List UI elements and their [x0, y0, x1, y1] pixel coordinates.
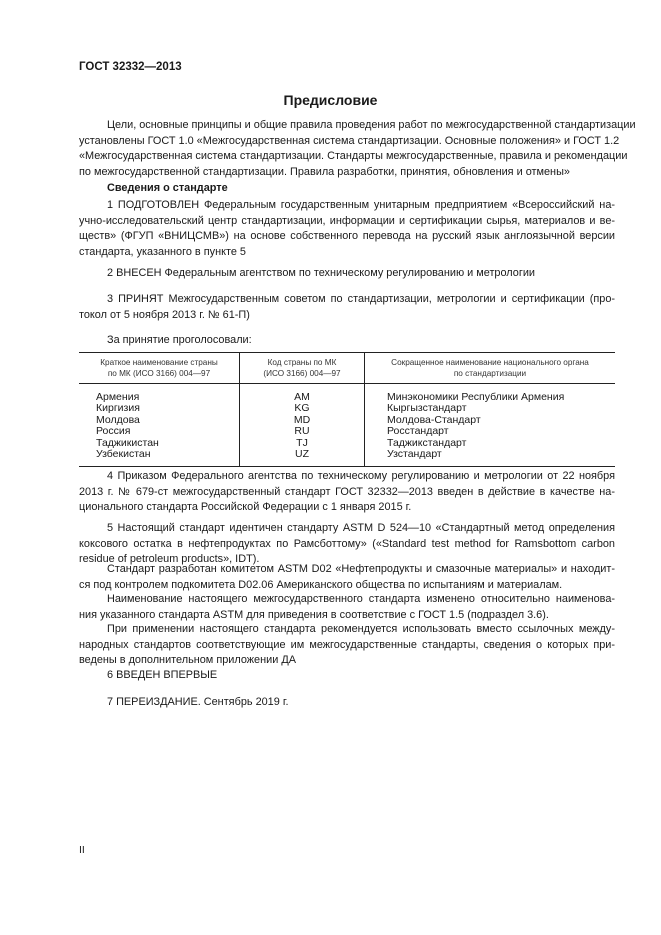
item-5-name-line: Наименование настоящего межгосударственного стандарта изменено относительно наименова-: [107, 593, 615, 605]
intro-paragraph: [79, 118, 636, 180]
item-1-line: ществ» (ФГУП «ВНИЦСМВ») на основе собственного перевода на русский язык англоязычной версии: [79, 230, 615, 242]
table-row: [79, 384, 615, 467]
item-3-line: 3 ПРИНЯТ Межгосударственным советом по стандартизации, метрологии и сертификации (про-: [107, 293, 615, 305]
country-codes-cell: [240, 384, 365, 467]
country-name: Россия: [96, 425, 131, 438]
table-header-row: [79, 353, 615, 384]
item-7-paragraph: 7 ПЕРЕИЗДАНИЕ. Сентябрь 2019 г.: [107, 696, 289, 708]
section-heading: Сведения о стандарте: [107, 182, 228, 194]
header-national-body: Сокращенное наименование национального органа по стандартизации: [365, 353, 616, 384]
header-country-code: Код страны по МК (ИСО 3166) 004—97: [240, 353, 365, 384]
country-name: Молдова: [96, 413, 140, 426]
item-1-line: 1 ПОДГОТОВЛЕН Федеральным государственным унитарным предприятием «Всероссийский на-: [107, 199, 615, 211]
item-1-paragraph: [79, 198, 615, 260]
item-4-paragraph: [79, 469, 615, 516]
item-6-paragraph: 6 ВВЕДЕН ВПЕРВЫЕ: [107, 669, 218, 681]
header-country-name: Краткое наименование страны по МК (ИСО 3166) 004—97: [79, 353, 240, 384]
country-code: KG: [294, 402, 310, 415]
item-1-line: учно-исследовательский центр стандартизации, информации и сертификации сырья, материалов и ве-: [79, 214, 615, 227]
item-5-references-line: народных стандартов соответствующие им межгосударственные стандарты, сведения о которых при-: [79, 638, 615, 651]
item-5-references-paragraph: [79, 622, 615, 669]
item-1-line: стандарта, указанного в пункте 5: [79, 245, 246, 258]
item-5-committee-paragraph: [79, 562, 615, 593]
country-name: Армения: [96, 391, 140, 403]
item-5-line: коксового остатка в нефтепродуктах по Рамсботтому» («Standard test method for Ramsbottom carbon: [79, 537, 615, 550]
intro-line: по межгосударственной стандартизации. Правила разработки, принятия, обновления и отмены»: [79, 165, 570, 178]
item-5-committee-line: Стандарт разработан комитетом ASTM D02 «Нефтепродукты и смазочные материалы» и находит-: [107, 563, 615, 575]
national-body: Узстандарт: [387, 448, 442, 461]
item-3-line: токол от 5 ноября 2013 г. № 61-П): [79, 308, 250, 321]
item-4-line: 2013 г. № 679-ст межгосударственный стандарт ГОСТ 32332—2013 введен в действие в качестве на-: [79, 485, 615, 498]
national-body: Кыргызстандарт: [387, 402, 467, 415]
country-names-cell: [79, 384, 240, 467]
item-5-committee-line: ся под контролем подкомитета D02.06 Американского общества по испытаниям и материалам.: [79, 578, 563, 591]
country-code: AM: [294, 391, 310, 403]
item-4-line: 4 Приказом Федерального агентства по техническому регулированию и метрологии от 22 ноября: [107, 470, 615, 482]
item-5-paragraph: [79, 521, 615, 568]
page-title: Предисловие: [283, 92, 378, 108]
national-body: Таджикстандарт: [387, 436, 467, 449]
national-body: Молдова-Стандарт: [387, 413, 481, 426]
item-5-line: residue of petroleum products», IDT).: [79, 553, 260, 565]
country-name: Таджикистан: [96, 436, 159, 449]
item-5-line: 5 Настоящий стандарт идентичен стандарту ASTM D 524—10 «Стандартный метод определения: [107, 522, 615, 534]
national-body: Росстандарт: [387, 425, 449, 438]
item-3-paragraph: [79, 292, 615, 323]
page-number: II: [79, 844, 85, 856]
voting-countries-table: [79, 352, 615, 467]
item-5-references-line: При применении настоящего стандарта рекомендуется использовать вместо ссылочных между-: [107, 623, 615, 635]
country-code: MD: [293, 413, 311, 426]
intro-line: «Межгосударственная система стандартизации. Стандарты межгосударственные, правила и рекомендации: [79, 150, 628, 162]
item-5-name-line: ния указанного стандарта ASTM для приведения в соответствие с ГОСТ 1.5 (подраздел 3.6).: [79, 608, 549, 621]
country-code: UZ: [295, 448, 309, 461]
country-code: TJ: [296, 436, 308, 449]
intro-line: Цели, основные принципы и общие правила проведения работ по межгосударственной стандартизации: [107, 119, 636, 131]
item-4-line: ционального стандарта Российской Федерации с 1 января 2015 г.: [79, 501, 412, 513]
intro-line: установлены ГОСТ 1.0 «Межгосударственная система стандартизации. Основные положения» и ГОСТ 1.2: [79, 134, 620, 147]
country-code: RU: [294, 425, 310, 438]
standard-code-header: ГОСТ 32332—2013: [79, 61, 182, 73]
national-bodies-cell: [365, 384, 616, 467]
national-body: Минэкономики Республики Армения: [387, 391, 565, 403]
country-name: Киргизия: [96, 402, 140, 415]
vote-label: За принятие проголосовали:: [107, 334, 252, 346]
item-2-paragraph: 2 ВНЕСЕН Федеральным агентством по техническому регулированию и метрологии: [107, 267, 535, 279]
item-5-references-line: ведены в дополнительном приложении ДА: [79, 654, 296, 666]
country-name: Узбекистан: [96, 448, 151, 461]
item-5-name-change-paragraph: [79, 592, 615, 623]
